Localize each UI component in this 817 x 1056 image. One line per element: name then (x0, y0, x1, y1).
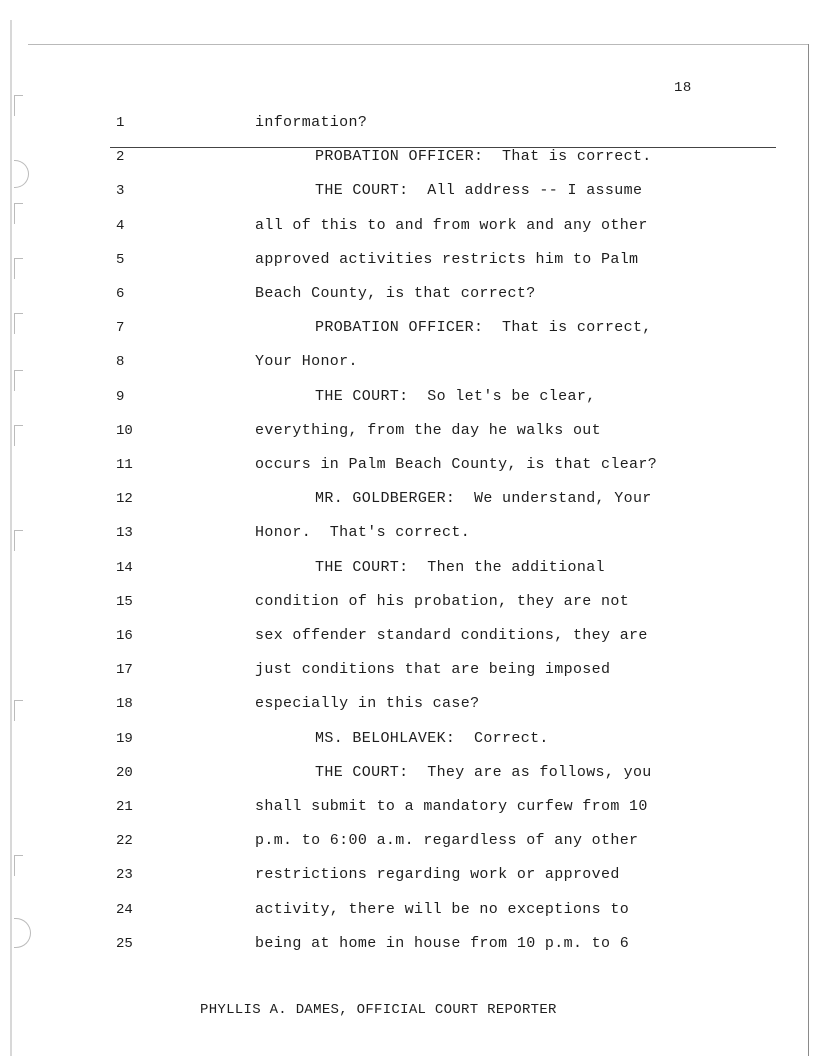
line-number: 19 (116, 730, 133, 747)
line-number: 1 (116, 115, 125, 131)
transcript-line (0, 284, 817, 304)
line-number: 23 (116, 867, 133, 884)
page-number: 18 (674, 80, 692, 96)
transcript-line (0, 900, 817, 920)
line-text: p.m. to 6:00 a.m. regardless of any other (255, 832, 639, 850)
line-number: 14 (116, 559, 133, 576)
line-text: THE COURT: All address -- I assume (315, 182, 643, 200)
line-text: THE COURT: Then the additional (315, 558, 605, 576)
line-number: 22 (116, 833, 133, 850)
line-number: 3 (116, 183, 125, 200)
transcript-line (0, 865, 817, 885)
line-text: Beach County, is that correct? (255, 285, 536, 302)
line-text: THE COURT: They are as follows, you (315, 763, 652, 781)
transcript-line (0, 113, 817, 133)
transcript-line (0, 147, 817, 167)
line-text: restrictions regarding work or approved (255, 866, 620, 884)
line-number: 13 (116, 525, 133, 542)
line-number: 15 (116, 593, 133, 610)
transcript-line (0, 318, 817, 338)
transcript-line (0, 421, 817, 441)
line-text: activity, there will be no exceptions to (255, 900, 630, 918)
line-text: all of this to and from work and any other (255, 216, 648, 234)
line-text: condition of his probation, they are not (255, 592, 630, 610)
court-reporter-footer: PHYLLIS A. DAMES, OFFICIAL COURT REPORTER (200, 1002, 557, 1018)
transcript-line (0, 763, 817, 783)
line-text: occurs in Palm Beach County, is that clear? (255, 456, 658, 473)
line-text: THE COURT: So let's be clear, (315, 387, 596, 405)
transcript-line (0, 592, 817, 612)
transcript-line (0, 387, 817, 407)
line-text: everything, from the day he walks out (255, 421, 602, 439)
line-text: MR. GOLDBERGER: We understand, Your (315, 490, 652, 508)
transcript-line (0, 626, 817, 646)
transcript-line (0, 660, 817, 680)
transcript-line (0, 352, 817, 372)
line-number: 6 (116, 286, 125, 302)
line-number: 17 (116, 662, 133, 679)
transcript-line (0, 455, 817, 475)
transcript-line (0, 216, 817, 236)
line-number: 20 (116, 764, 133, 781)
line-text: Your Honor. (255, 353, 358, 371)
transcript-line (0, 250, 817, 270)
line-number: 5 (116, 251, 125, 268)
line-number: 4 (116, 217, 125, 234)
transcript-line (0, 489, 817, 509)
line-number: 9 (116, 388, 125, 405)
line-number: 21 (116, 799, 133, 815)
line-text: approved activities restricts him to Palm (255, 250, 639, 268)
line-number: 10 (116, 422, 133, 439)
transcript-line (0, 558, 817, 578)
line-number: 16 (116, 628, 133, 644)
line-text: being at home in house from 10 p.m. to 6 (255, 934, 630, 952)
line-number: 12 (116, 491, 133, 508)
transcript-line (0, 831, 817, 851)
line-number: 24 (116, 901, 133, 918)
transcript-line (0, 797, 817, 817)
transcript-line (0, 934, 817, 954)
line-number: 7 (116, 320, 125, 337)
line-number: 25 (116, 935, 133, 952)
line-text: just conditions that are being imposed (255, 661, 611, 679)
line-text: MS. BELOHLAVEK: Correct. (315, 729, 549, 747)
line-text: especially in this case? (255, 695, 480, 713)
line-text: information? (255, 114, 368, 131)
transcript-line (0, 523, 817, 543)
transcript-line (0, 181, 817, 201)
line-text: PROBATION OFFICER: That is correct, (315, 319, 652, 337)
line-text: shall submit to a mandatory curfew from 10 (255, 798, 648, 815)
line-number: 8 (116, 354, 125, 371)
transcript-line (0, 694, 817, 714)
transcript-line (0, 729, 817, 749)
line-text: PROBATION OFFICER: That is correct. (315, 148, 652, 166)
line-number: 18 (116, 696, 133, 713)
line-text: Honor. That's correct. (255, 524, 471, 542)
line-text: sex offender standard conditions, they are (255, 627, 648, 644)
line-number: 2 (116, 149, 125, 166)
top-rule (28, 44, 808, 45)
line-number: 11 (116, 457, 133, 473)
